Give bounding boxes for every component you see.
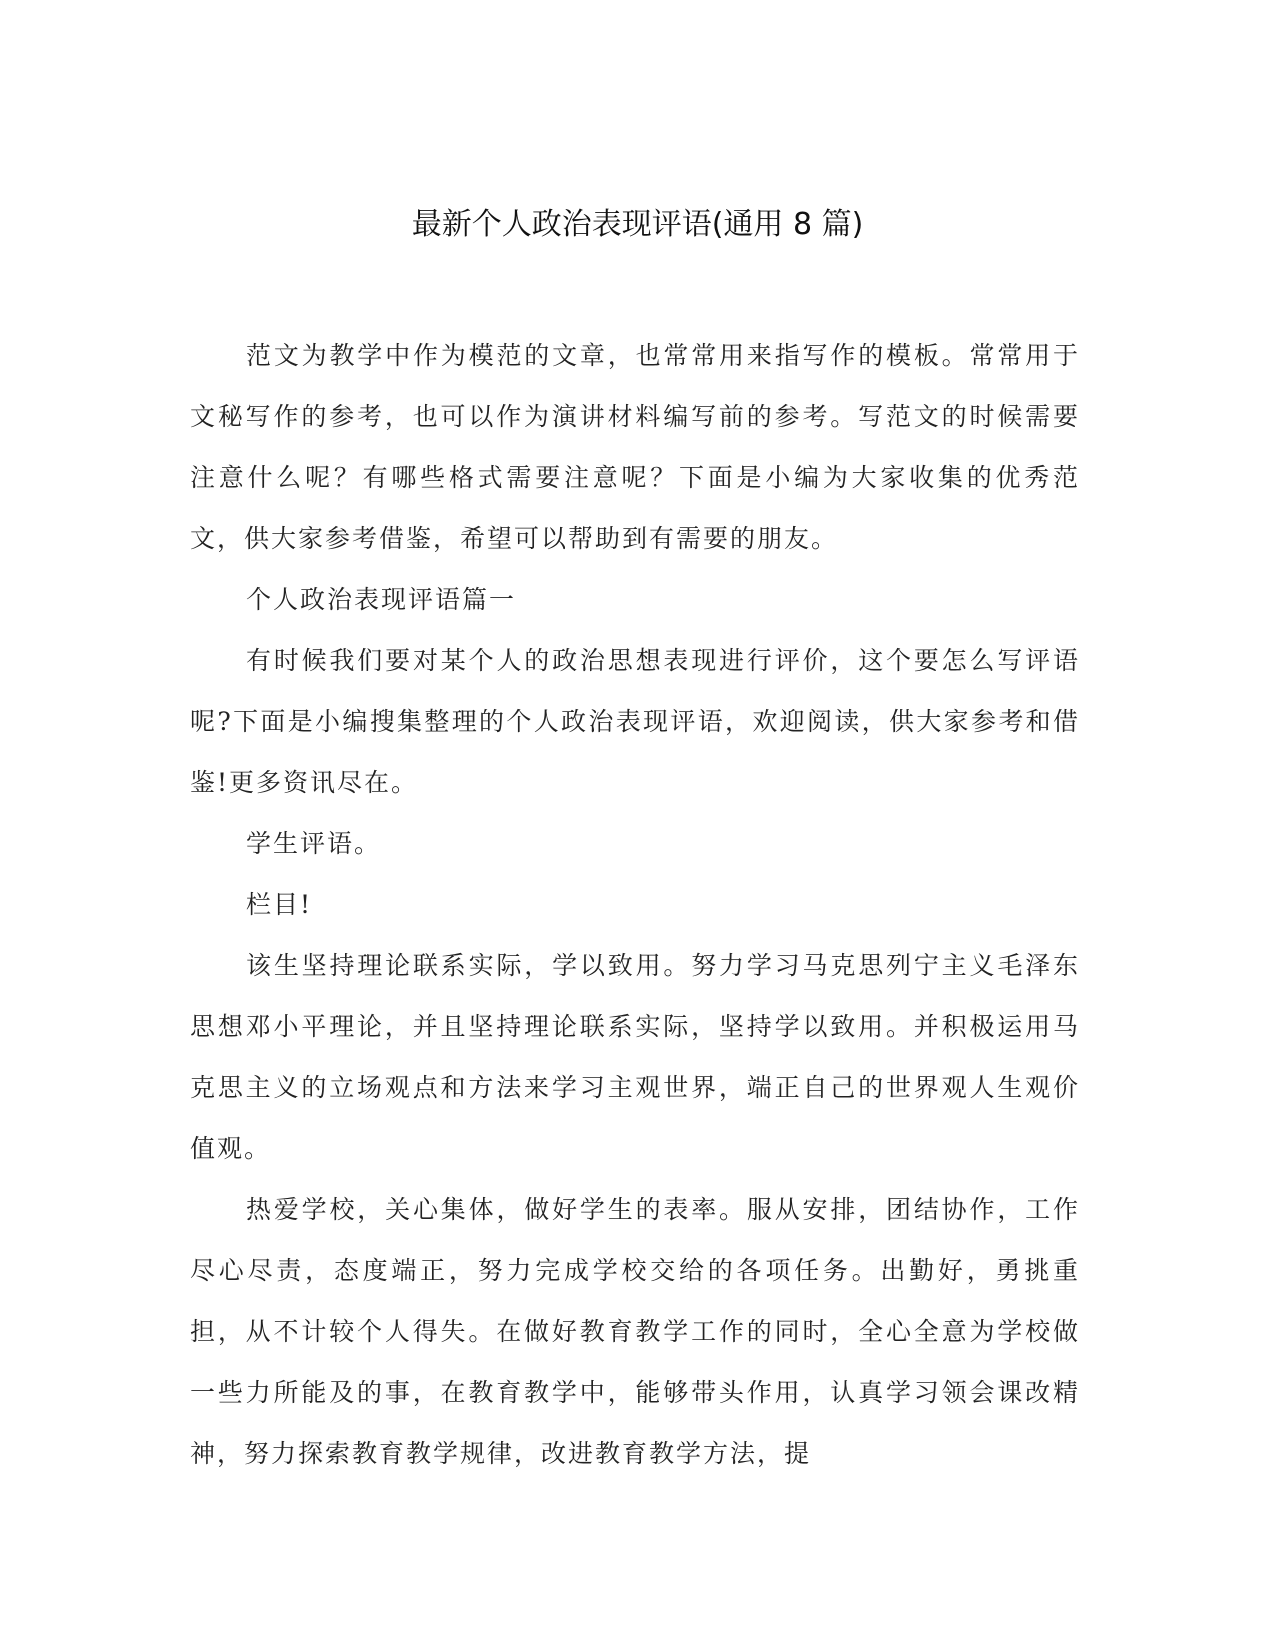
section-heading: 个人政治表现评语篇一 [246,585,517,614]
paragraph-column: 栏目! [246,890,313,919]
paragraph-student-comment: 学生评语。 [246,829,382,858]
paragraph-evaluation-intro: 有时候我们要对某个人的政治思想表现进行评价，这个要怎么写评语呢?下面是小编搜集整理的个人政治表现评语，欢迎阅读，供大家参考和借鉴!更多资讯尽在。 [190,646,1080,797]
page-title: 最新个人政治表现评语(通用 8 篇) [411,207,864,242]
paragraph-school: 热爱学校，关心集体，做好学生的表率。服从安排，团结协作，工作尽心尽责，态度端正，努力完成学校交给的各项任务。出勤好，勇挑重担，从不计较个人得失。在做好教育教学工作的同时，全心全意为学校做一些力所能及的事，在教育教学中，能够带头作用，认真学习领会课改精神，努力探索教育教学规律，改进教育教学方法，提 [190,1195,1080,1468]
document-body [190,325,1080,1484]
paragraph-theory: 该生坚持理论联系实际，学以致用。努力学习马克思列宁主义毛泽东思想邓小平理论，并且坚持理论联系实际，坚持学以致用。并积极运用马克思主义的立场观点和方法来学习主观世界，端正自己的世界观人生观价值观。 [190,951,1080,1163]
paragraph-intro: 范文为教学中作为模范的文章，也常常用来指写作的模板。常常用于文秘写作的参考，也可以作为演讲材料编写前的参考。写范文的时候需要注意什么呢？有哪些格式需要注意呢？下面是小编为大家收集的优秀范文，供大家参考借鉴，希望可以帮助到有需要的朋友。 [190,341,1080,553]
